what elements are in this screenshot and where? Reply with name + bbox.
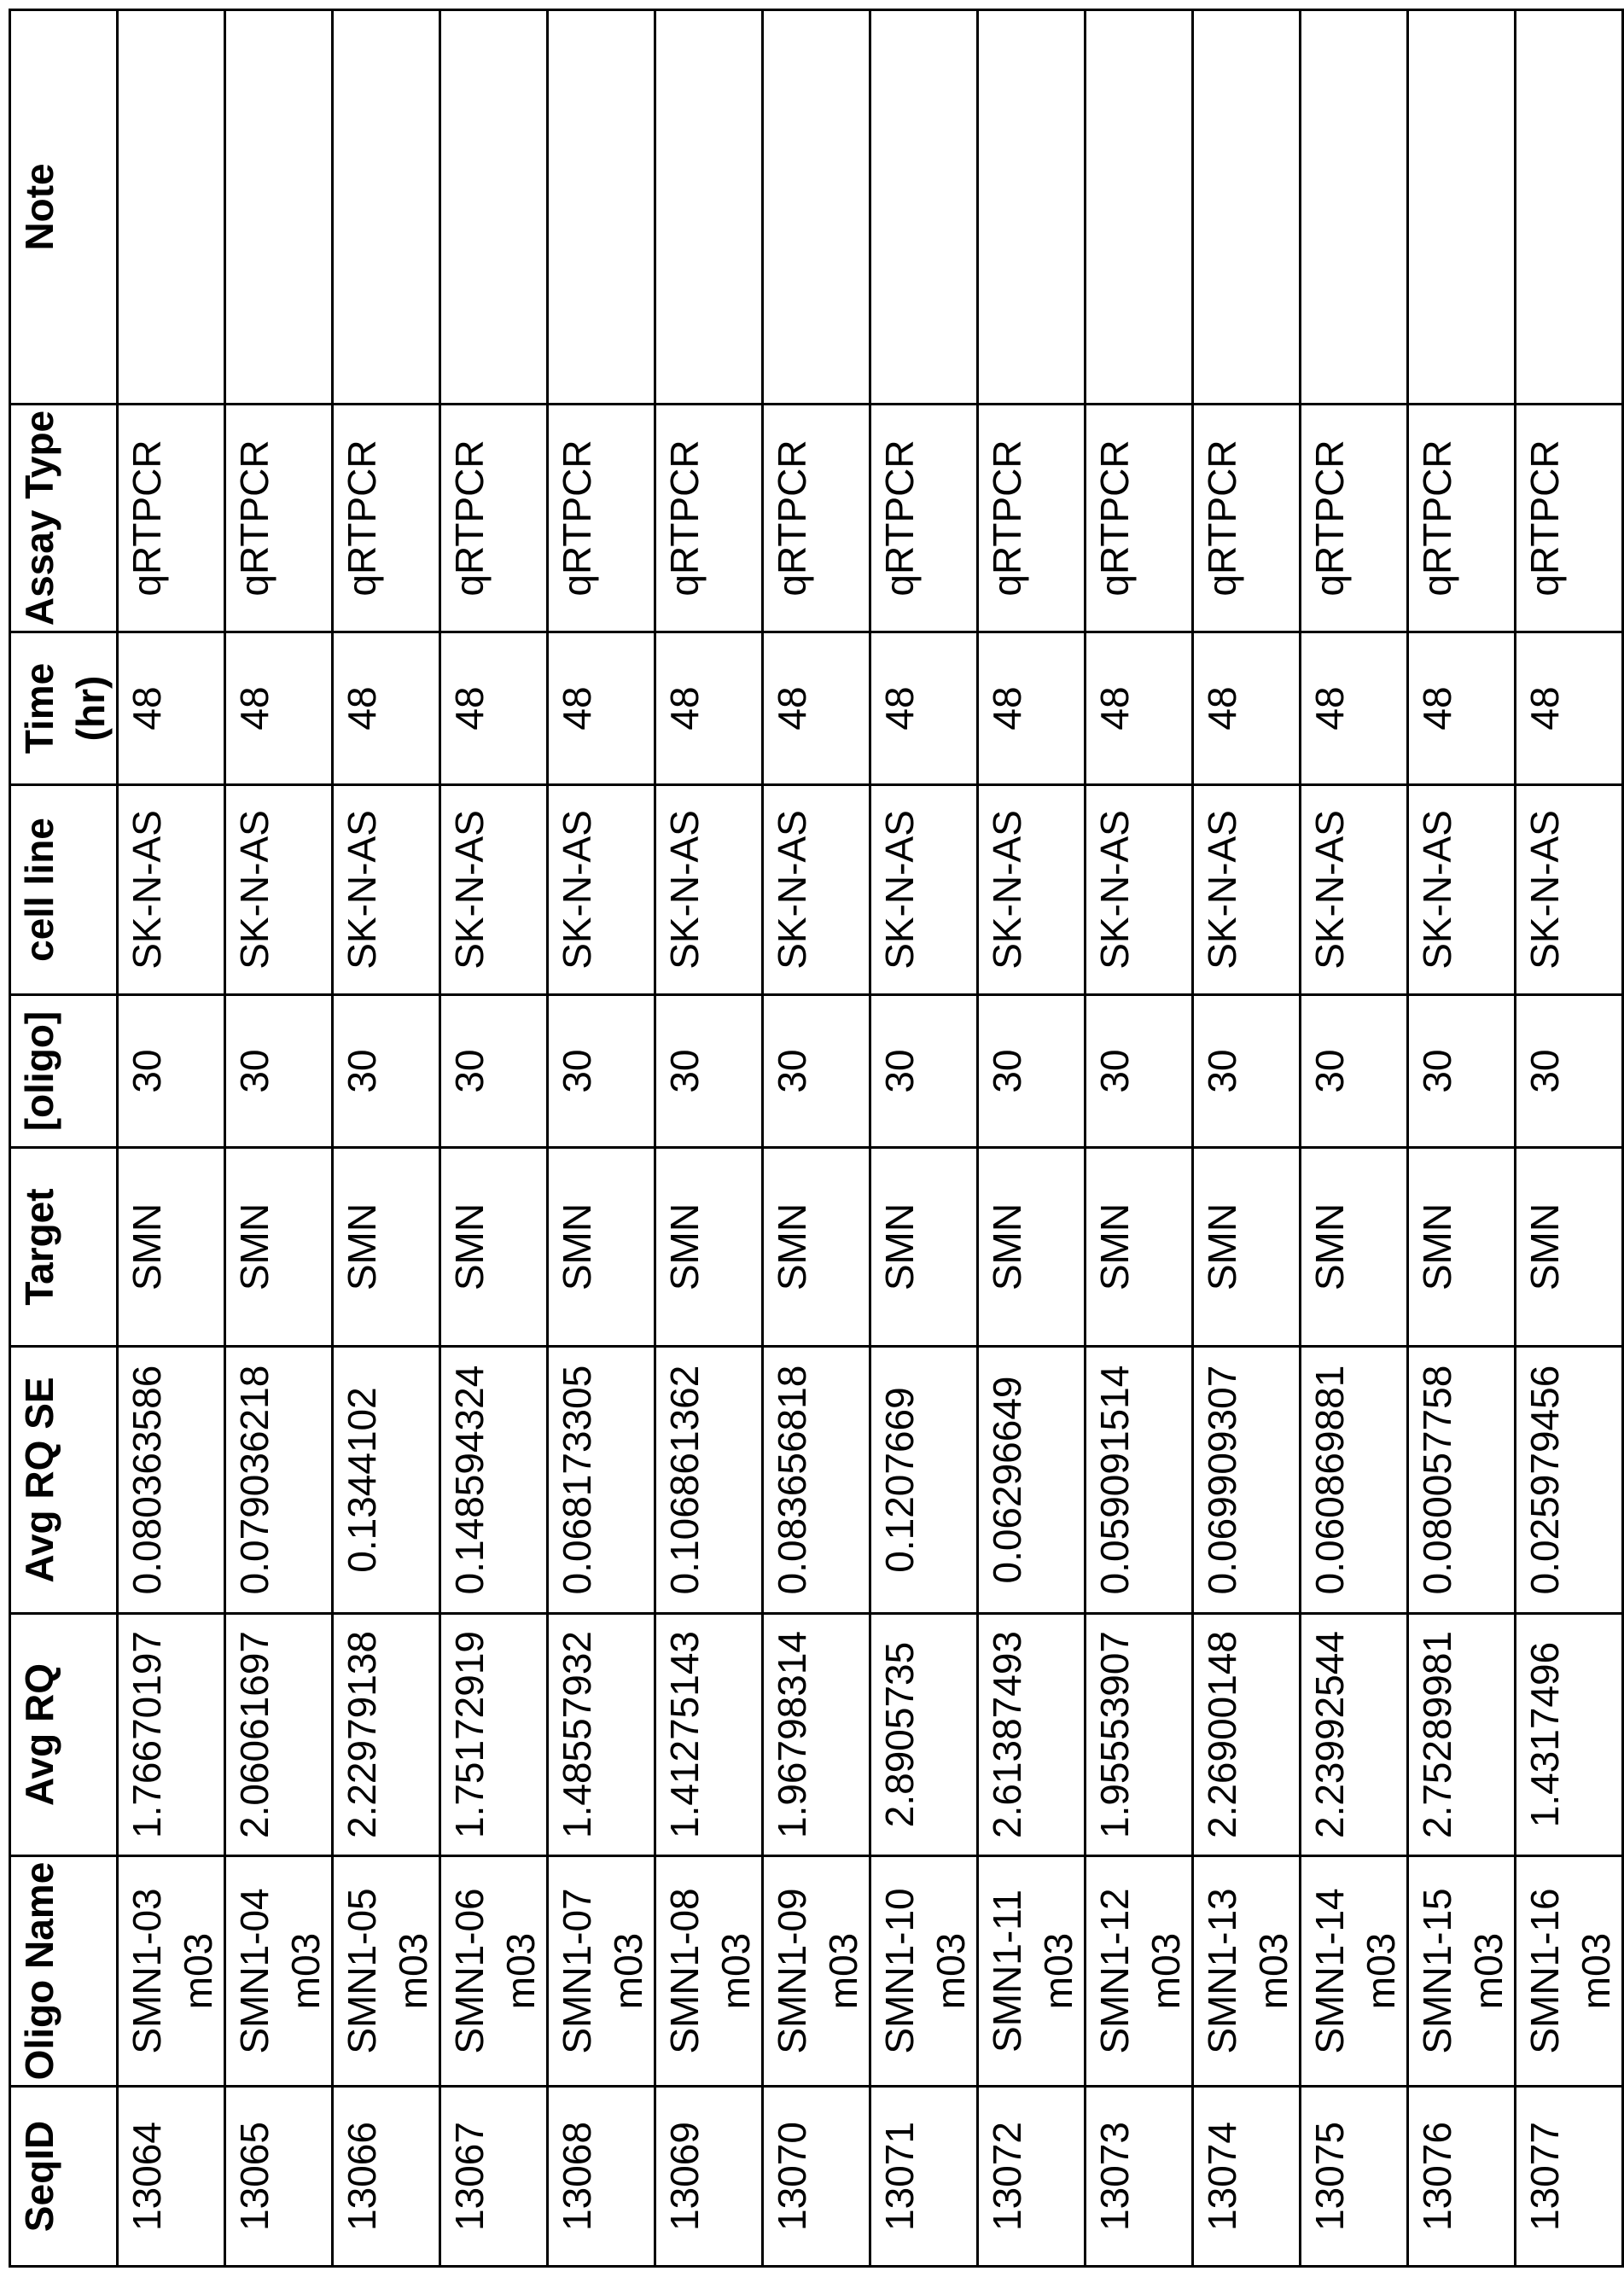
cell-seqid: 13064 xyxy=(118,2087,225,2267)
cell-avg-rq: 1.41275143 xyxy=(655,1614,763,1856)
cell-assay-type: qRTPCR xyxy=(440,405,548,632)
cell-avg-rq: 1.95553907 xyxy=(1086,1614,1193,1856)
cell-oligo-conc: 30 xyxy=(225,995,333,1148)
cell-oligo-name: SMN1-04 m03 xyxy=(225,1856,333,2087)
cell-assay-type: qRTPCR xyxy=(1086,405,1193,632)
header-row xyxy=(10,10,118,2267)
table-row xyxy=(870,10,978,2267)
cell-oligo-name: SMN1-11 m03 xyxy=(978,1856,1086,2087)
cell-assay-type: qRTPCR xyxy=(763,405,870,632)
cell-oligo-conc: 30 xyxy=(1301,995,1408,1148)
table-row xyxy=(1301,10,1408,2267)
cell-cell-line: SK-N-AS xyxy=(870,785,978,995)
cell-cell-line: SK-N-AS xyxy=(333,785,440,995)
cell-time-hr: 48 xyxy=(118,632,225,785)
cell-target: SMN xyxy=(118,1148,225,1347)
cell-assay-type: qRTPCR xyxy=(1301,405,1408,632)
cell-oligo-conc: 30 xyxy=(548,995,655,1148)
cell-note xyxy=(333,10,440,405)
cell-assay-type: qRTPCR xyxy=(225,405,333,632)
cell-note xyxy=(225,10,333,405)
cell-avg-rq: 2.06061697 xyxy=(225,1614,333,1856)
cell-target: SMN xyxy=(655,1148,763,1347)
cell-oligo-conc: 30 xyxy=(763,995,870,1148)
cell-avg-rq-se: 0.083656818 xyxy=(763,1347,870,1614)
cell-target: SMN xyxy=(1086,1148,1193,1347)
cell-seqid: 13065 xyxy=(225,2087,333,2267)
cell-cell-line: SK-N-AS xyxy=(225,785,333,995)
cell-time-hr: 48 xyxy=(548,632,655,785)
cell-seqid: 13070 xyxy=(763,2087,870,2267)
cell-target: SMN xyxy=(1301,1148,1408,1347)
table-row xyxy=(225,10,333,2267)
cell-cell-line: SK-N-AS xyxy=(1301,785,1408,995)
cell-target: SMN xyxy=(1193,1148,1301,1347)
cell-assay-type: qRTPCR xyxy=(1516,405,1623,632)
header-avg-rq-se: Avg RQ SE xyxy=(10,1347,118,1614)
cell-note xyxy=(1301,10,1408,405)
cell-note xyxy=(1516,10,1623,405)
cell-oligo-name: SMN1-03 m03 xyxy=(118,1856,225,2087)
table-row xyxy=(1516,10,1623,2267)
cell-oligo-name: SMN1-13 m03 xyxy=(1193,1856,1301,2087)
cell-time-hr: 48 xyxy=(1516,632,1623,785)
cell-avg-rq-se: 0.068173305 xyxy=(548,1347,655,1614)
cell-seqid: 13077 xyxy=(1516,2087,1623,2267)
header-target: Target xyxy=(10,1148,118,1347)
cell-oligo-conc: 30 xyxy=(118,995,225,1148)
cell-avg-rq-se: 0.148594324 xyxy=(440,1347,548,1614)
cell-oligo-name: SMN1-09 m03 xyxy=(763,1856,870,2087)
header-time-hr: Time (hr) xyxy=(10,632,118,785)
cell-time-hr: 48 xyxy=(333,632,440,785)
cell-avg-rq-se: 0.059091514 xyxy=(1086,1347,1193,1614)
header-note: Note xyxy=(10,10,118,405)
cell-oligo-conc: 30 xyxy=(1408,995,1516,1148)
cell-avg-rq-se: 0.1207669 xyxy=(870,1347,978,1614)
cell-note xyxy=(118,10,225,405)
cell-assay-type: qRTPCR xyxy=(655,405,763,632)
cell-avg-rq-se: 0.080363586 xyxy=(118,1347,225,1614)
cell-seqid: 13069 xyxy=(655,2087,763,2267)
cell-avg-rq: 1.96798314 xyxy=(763,1614,870,1856)
cell-seqid: 13074 xyxy=(1193,2087,1301,2267)
cell-time-hr: 48 xyxy=(1086,632,1193,785)
cell-cell-line: SK-N-AS xyxy=(1516,785,1623,995)
cell-oligo-conc: 30 xyxy=(655,995,763,1148)
cell-oligo-name: SMN1-10 m03 xyxy=(870,1856,978,2087)
cell-target: SMN xyxy=(1408,1148,1516,1347)
cell-avg-rq: 2.75289981 xyxy=(1408,1614,1516,1856)
cell-oligo-name: SMN1-12 m03 xyxy=(1086,1856,1193,2087)
cell-seqid: 13066 xyxy=(333,2087,440,2267)
cell-oligo-conc: 30 xyxy=(978,995,1086,1148)
cell-time-hr: 48 xyxy=(1193,632,1301,785)
cell-target: SMN xyxy=(763,1148,870,1347)
cell-note xyxy=(1408,10,1516,405)
cell-time-hr: 48 xyxy=(1408,632,1516,785)
rotated-table-container xyxy=(9,11,1618,2268)
cell-oligo-conc: 30 xyxy=(1193,995,1301,1148)
cell-oligo-conc: 30 xyxy=(440,995,548,1148)
cell-note xyxy=(548,10,655,405)
cell-avg-rq-se: 0.079036218 xyxy=(225,1347,333,1614)
header-oligo-conc: [oligo] xyxy=(10,995,118,1148)
cell-seqid: 13068 xyxy=(548,2087,655,2267)
header-seqid: SeqID xyxy=(10,2087,118,2267)
cell-target: SMN xyxy=(548,1148,655,1347)
cell-time-hr: 48 xyxy=(1301,632,1408,785)
cell-cell-line: SK-N-AS xyxy=(118,785,225,995)
cell-cell-line: SK-N-AS xyxy=(978,785,1086,995)
cell-assay-type: qRTPCR xyxy=(1193,405,1301,632)
cell-avg-rq: 2.61387493 xyxy=(978,1614,1086,1856)
cell-oligo-conc: 30 xyxy=(1086,995,1193,1148)
cell-time-hr: 48 xyxy=(655,632,763,785)
cell-avg-rq-se: 0.025979456 xyxy=(1516,1347,1623,1614)
cell-assay-type: qRTPCR xyxy=(548,405,655,632)
cell-target: SMN xyxy=(440,1148,548,1347)
cell-avg-rq: 2.26900148 xyxy=(1193,1614,1301,1856)
table-row xyxy=(1408,10,1516,2267)
cell-cell-line: SK-N-AS xyxy=(1408,785,1516,995)
cell-avg-rq: 2.8905735 xyxy=(870,1614,978,1856)
cell-avg-rq-se: 0.1344102 xyxy=(333,1347,440,1614)
cell-note xyxy=(870,10,978,405)
cell-oligo-name: SMN1-05 m03 xyxy=(333,1856,440,2087)
table-row xyxy=(333,10,440,2267)
table-row xyxy=(440,10,548,2267)
table-row xyxy=(1193,10,1301,2267)
cell-avg-rq: 2.22979138 xyxy=(333,1614,440,1856)
cell-time-hr: 48 xyxy=(763,632,870,785)
cell-target: SMN xyxy=(225,1148,333,1347)
cell-assay-type: qRTPCR xyxy=(118,405,225,632)
cell-target: SMN xyxy=(1516,1148,1623,1347)
cell-note xyxy=(763,10,870,405)
cell-cell-line: SK-N-AS xyxy=(548,785,655,995)
cell-assay-type: qRTPCR xyxy=(978,405,1086,632)
cell-oligo-conc: 30 xyxy=(870,995,978,1148)
cell-seqid: 13075 xyxy=(1301,2087,1408,2267)
cell-note xyxy=(655,10,763,405)
cell-seqid: 13071 xyxy=(870,2087,978,2267)
cell-avg-rq: 1.75172919 xyxy=(440,1614,548,1856)
results-table xyxy=(9,9,1624,2268)
cell-oligo-conc: 30 xyxy=(333,995,440,1148)
cell-avg-rq-se: 0.106861362 xyxy=(655,1347,763,1614)
cell-cell-line: SK-N-AS xyxy=(440,785,548,995)
header-cell-line: cell line xyxy=(10,785,118,995)
cell-target: SMN xyxy=(978,1148,1086,1347)
header-assay-type: Assay Type xyxy=(10,405,118,632)
table-body xyxy=(118,10,1623,2267)
cell-avg-rq-se: 0.069909307 xyxy=(1193,1347,1301,1614)
cell-oligo-name: SMN1-14 m03 xyxy=(1301,1856,1408,2087)
table-row xyxy=(118,10,225,2267)
cell-target: SMN xyxy=(870,1148,978,1347)
cell-avg-rq-se: 0.06296649 xyxy=(978,1347,1086,1614)
cell-note xyxy=(1086,10,1193,405)
cell-note xyxy=(440,10,548,405)
cell-oligo-name: SMN1-06 m03 xyxy=(440,1856,548,2087)
cell-cell-line: SK-N-AS xyxy=(763,785,870,995)
cell-seqid: 13076 xyxy=(1408,2087,1516,2267)
cell-cell-line: SK-N-AS xyxy=(1193,785,1301,995)
table-row xyxy=(655,10,763,2267)
cell-oligo-name: SMN1-15 m03 xyxy=(1408,1856,1516,2087)
cell-assay-type: qRTPCR xyxy=(1408,405,1516,632)
cell-seqid: 13067 xyxy=(440,2087,548,2267)
cell-note xyxy=(978,10,1086,405)
cell-time-hr: 48 xyxy=(440,632,548,785)
cell-note xyxy=(1193,10,1301,405)
table-row xyxy=(978,10,1086,2267)
cell-avg-rq: 1.4317496 xyxy=(1516,1614,1623,1856)
cell-cell-line: SK-N-AS xyxy=(1086,785,1193,995)
header-oligo-name: Oligo Name xyxy=(10,1856,118,2087)
cell-avg-rq: 2.23992544 xyxy=(1301,1614,1408,1856)
cell-avg-rq: 1.76670197 xyxy=(118,1614,225,1856)
cell-time-hr: 48 xyxy=(225,632,333,785)
cell-avg-rq-se: 0.060869881 xyxy=(1301,1347,1408,1614)
cell-target: SMN xyxy=(333,1148,440,1347)
cell-seqid: 13072 xyxy=(978,2087,1086,2267)
cell-cell-line: SK-N-AS xyxy=(655,785,763,995)
header-avg-rq: Avg RQ xyxy=(10,1614,118,1856)
cell-avg-rq-se: 0.080057758 xyxy=(1408,1347,1516,1614)
cell-assay-type: qRTPCR xyxy=(333,405,440,632)
table-row xyxy=(1086,10,1193,2267)
cell-time-hr: 48 xyxy=(978,632,1086,785)
table-row xyxy=(548,10,655,2267)
cell-avg-rq: 1.48557932 xyxy=(548,1614,655,1856)
cell-oligo-conc: 30 xyxy=(1516,995,1623,1148)
cell-oligo-name: SMN1-16 m03 xyxy=(1516,1856,1623,2087)
cell-seqid: 13073 xyxy=(1086,2087,1193,2267)
cell-oligo-name: SMN1-07 m03 xyxy=(548,1856,655,2087)
cell-oligo-name: SMN1-08 m03 xyxy=(655,1856,763,2087)
cell-time-hr: 48 xyxy=(870,632,978,785)
table-row xyxy=(763,10,870,2267)
cell-assay-type: qRTPCR xyxy=(870,405,978,632)
